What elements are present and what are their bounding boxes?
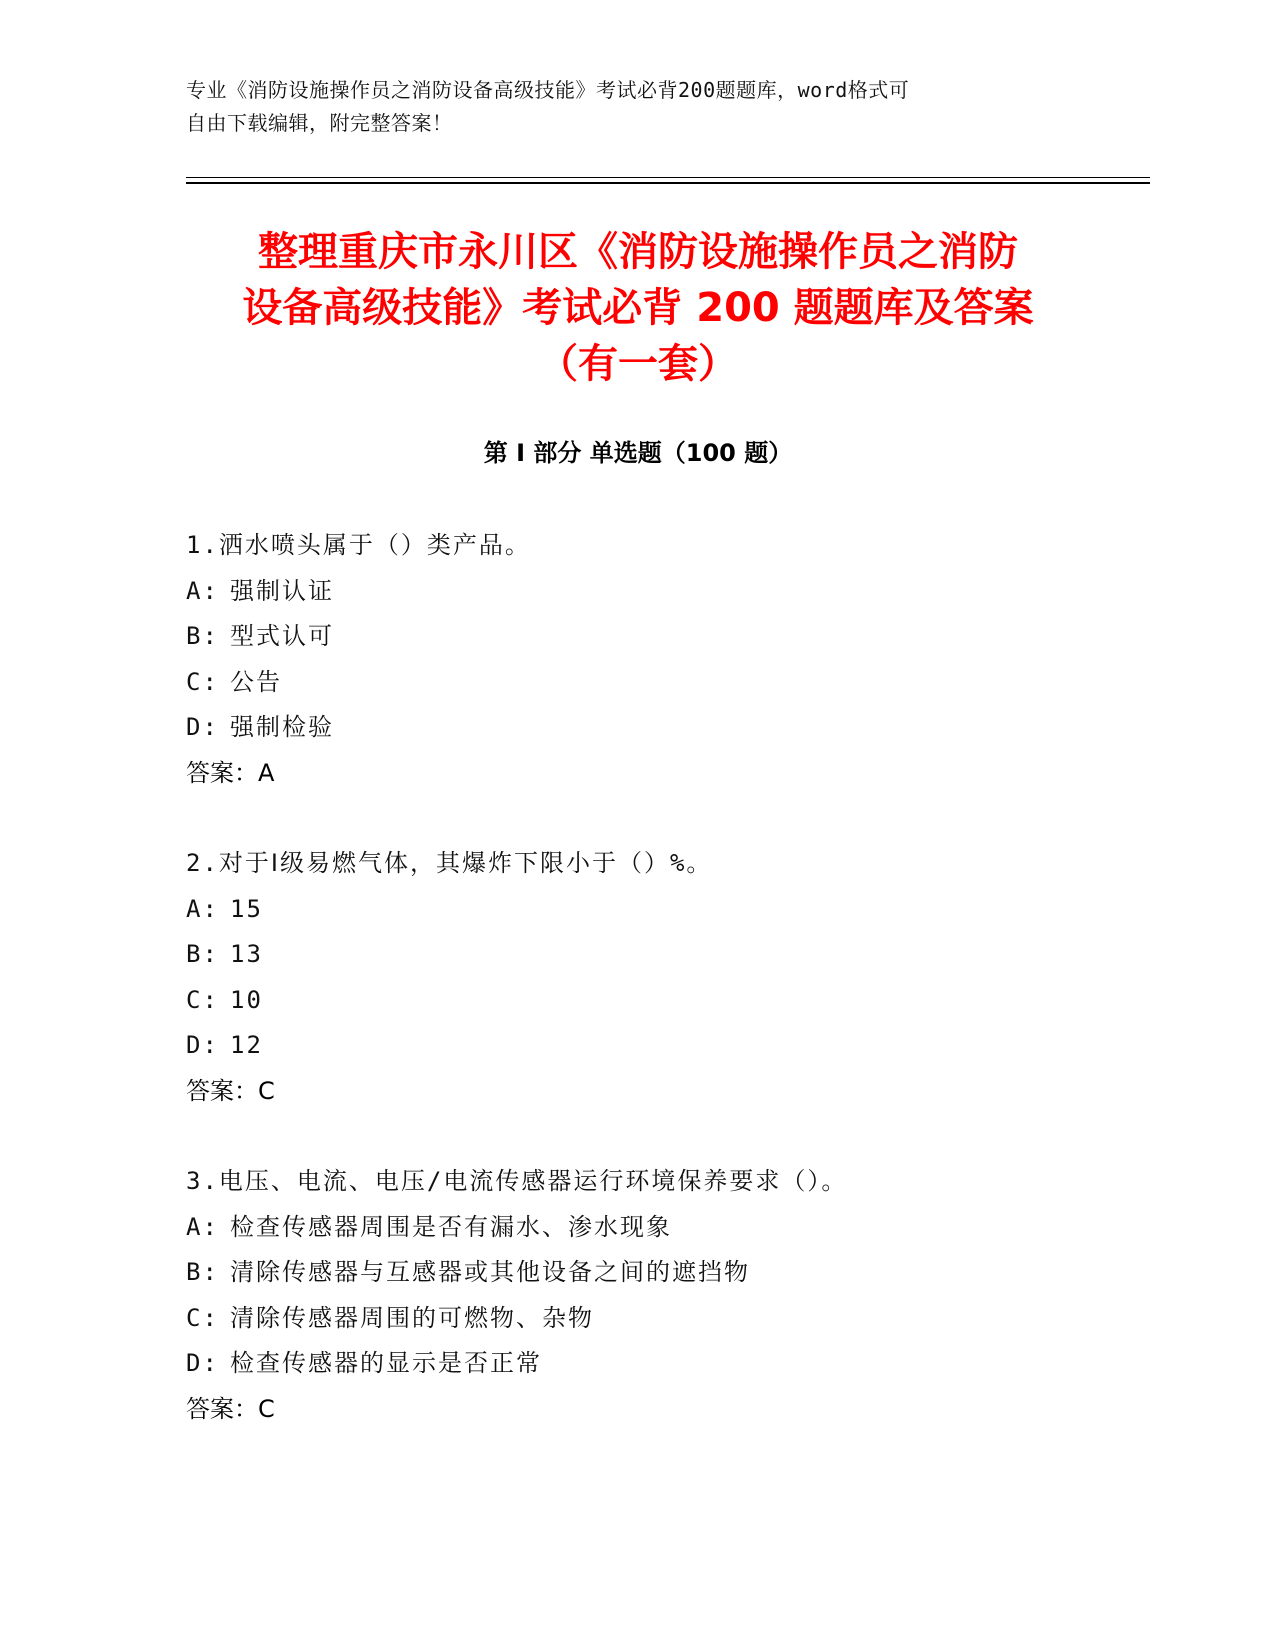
option-text: 型式认可	[230, 622, 334, 650]
option-key: A:	[186, 894, 219, 923]
document-title	[186, 224, 1090, 392]
option-key: D:	[186, 1349, 219, 1377]
question-stem: 2.对于Ⅰ级易燃气体，其爆炸下限小于（）%。	[186, 849, 713, 877]
answer-line: 答案：C	[186, 1076, 275, 1105]
option-key: B:	[186, 940, 219, 968]
option-c	[186, 1296, 1086, 1342]
option-key: A:	[186, 576, 219, 605]
option-key: B:	[186, 1258, 219, 1286]
header-note-line-1: 专业《消防设施操作员之消防设备高级技能》考试必背200题题库，word格式可	[186, 78, 910, 102]
option-text: 检查传感器周围是否有漏水、渗水现象	[230, 1212, 672, 1241]
option-b	[186, 614, 1086, 660]
option-a	[186, 1205, 1086, 1251]
question-stem: 3.电压、电流、电压/电流传感器运行环境保养要求（）。	[186, 1167, 848, 1195]
title-line-3: （有一套）	[538, 341, 738, 387]
option-key: D:	[186, 1031, 219, 1059]
answer-line: 答案：A	[186, 758, 275, 787]
option-text: 12	[230, 1031, 263, 1059]
option-text: 清除传感器与互感器或其他设备之间的遮挡物	[230, 1258, 750, 1286]
option-text: 公告	[230, 667, 282, 696]
title-line-2: 设备高级技能》考试必背 200 题题库及答案	[242, 285, 1034, 331]
option-text: 强制检验	[230, 713, 334, 741]
option-text: 15	[230, 894, 263, 923]
header-divider-thick	[186, 182, 1150, 184]
option-c	[186, 978, 1086, 1024]
option-text: 13	[230, 940, 263, 968]
option-text: 强制认证	[230, 576, 334, 605]
option-a	[186, 887, 1086, 933]
header-divider-thin	[186, 177, 1150, 178]
option-key: C:	[186, 1303, 219, 1332]
option-d	[186, 1023, 1086, 1069]
question-3	[186, 1159, 1086, 1432]
option-key: C:	[186, 667, 219, 696]
header-note-line-2: 自由下载编辑，附完整答案！	[186, 111, 453, 135]
option-a	[186, 569, 1086, 615]
option-text: 10	[230, 985, 263, 1014]
option-text: 检查传感器的显示是否正常	[230, 1349, 542, 1377]
question-stem: 1.洒水喷头属于（）类产品。	[186, 531, 531, 559]
option-key: B:	[186, 622, 219, 650]
option-b	[186, 932, 1086, 978]
option-b	[186, 1250, 1086, 1296]
option-text: 清除传感器周围的可燃物、杂物	[230, 1303, 594, 1332]
question-1	[186, 523, 1086, 796]
option-c	[186, 660, 1086, 706]
option-d	[186, 705, 1086, 751]
option-key: D:	[186, 713, 219, 741]
answer-line: 答案：C	[186, 1394, 275, 1423]
option-key: C:	[186, 985, 219, 1014]
title-line-1: 整理重庆市永川区《消防设施操作员之消防	[258, 229, 1018, 275]
section-title: 第 I 部分 单选题（100 题）	[483, 439, 793, 467]
document-header-note	[186, 74, 1066, 140]
question-2	[186, 841, 1086, 1114]
option-d	[186, 1341, 1086, 1387]
option-key: A:	[186, 1212, 219, 1241]
